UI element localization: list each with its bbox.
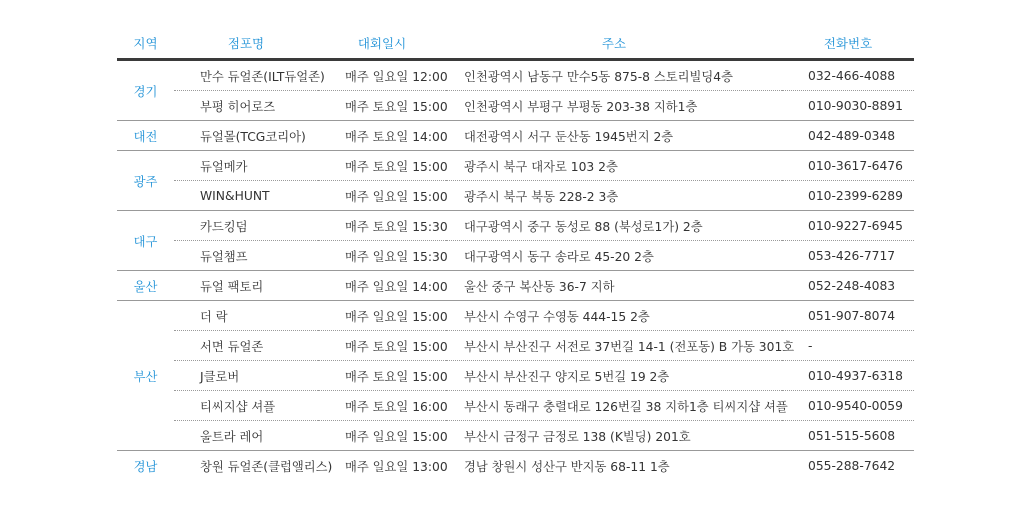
store-cell: 더 락 [174, 301, 318, 331]
phone-cell: 051-515-5608 [782, 421, 914, 451]
table-row [117, 421, 914, 451]
region-cell: 경기 [117, 60, 174, 121]
store-schedule-table [117, 28, 914, 480]
time-cell: 매주 일요일 15:00 [318, 301, 446, 331]
table-row [117, 151, 914, 181]
time-cell: 매주 일요일 15:00 [318, 421, 446, 451]
phone-cell: 010-9030-8891 [782, 91, 914, 121]
table-row [117, 181, 914, 211]
phone-cell: 010-3617-6476 [782, 151, 914, 181]
store-schedule-container [117, 28, 914, 480]
table-header-row [117, 28, 914, 60]
time-cell: 매주 토요일 14:00 [318, 121, 446, 151]
table-row [117, 271, 914, 301]
address-cell: 부산시 부산진구 양지로 5번길 19 2층 [446, 361, 782, 391]
phone-cell: - [782, 331, 914, 361]
region-cell: 경남 [133, 459, 158, 474]
time-cell: 매주 토요일 16:00 [318, 391, 446, 421]
header-address: 주소 [446, 28, 782, 60]
time-cell: 매주 토요일 15:00 [318, 91, 446, 121]
phone-cell: 055-288-7642 [808, 458, 896, 473]
store-cell: 티씨지샵 셔플 [174, 391, 318, 421]
address-cell: 경남 창원시 성산구 반지동 68-11 1층 [464, 459, 670, 474]
region-cell: 광주 [117, 151, 174, 211]
time-cell: 매주 일요일 12:00 [318, 60, 446, 91]
phone-cell: 032-466-4088 [782, 60, 914, 91]
time-cell: 매주 일요일 14:00 [318, 271, 446, 301]
store-cell: 부평 히어로즈 [174, 91, 318, 121]
table-row [117, 211, 914, 241]
phone-cell: 010-2399-6289 [782, 181, 914, 211]
header-phone: 전화번호 [782, 28, 914, 60]
table-body [117, 60, 914, 481]
region-cell: 울산 [117, 271, 174, 301]
header-time: 대회일시 [318, 28, 446, 60]
time-cell: 매주 일요일 13:00 [345, 459, 448, 474]
address-cell: 대구광역시 동구 송라로 45-20 2층 [446, 241, 782, 271]
time-cell: 매주 토요일 15:00 [318, 331, 446, 361]
time-cell: 매주 토요일 15:00 [318, 151, 446, 181]
address-cell: 부산시 동래구 충렬대로 126번길 38 지하1층 티씨지샵 셔플 [446, 391, 782, 421]
address-cell: 광주시 북구 대자로 103 2층 [446, 151, 782, 181]
store-cell: 서면 듀얼존 [174, 331, 318, 361]
time-cell: 매주 토요일 15:00 [318, 361, 446, 391]
table-row [117, 121, 914, 151]
address-cell: 인천광역시 부평구 부평동 203-38 지하1층 [446, 91, 782, 121]
time-cell: 매주 일요일 15:00 [318, 181, 446, 211]
table-row [117, 241, 914, 271]
phone-cell: 053-426-7717 [782, 241, 914, 271]
store-cell: 창원 듀얼존(클럽앨리스) [200, 459, 333, 474]
table-row [117, 451, 914, 481]
store-cell: 카드킹덤 [174, 211, 318, 241]
table-row [117, 361, 914, 391]
address-cell: 울산 중구 복산동 36-7 지하 [446, 271, 782, 301]
region-cell: 대전 [117, 121, 174, 151]
address-cell: 대전광역시 서구 둔산동 1945번지 2층 [446, 121, 782, 151]
phone-cell: 051-907-8074 [782, 301, 914, 331]
address-cell: 부산시 금정구 금정로 138 (K빌딩) 201호 [446, 421, 782, 451]
region-cell: 대구 [117, 211, 174, 271]
header-store: 점포명 [174, 28, 318, 60]
store-cell: 울트라 레어 [174, 421, 318, 451]
region-cell: 부산 [117, 301, 174, 451]
store-cell: 듀얼챔프 [174, 241, 318, 271]
address-cell: 인천광역시 남동구 만수5동 875-8 스토리빌딩4층 [446, 60, 782, 91]
time-cell: 매주 일요일 15:30 [318, 241, 446, 271]
table-row [117, 391, 914, 421]
phone-cell: 052-248-4083 [782, 271, 914, 301]
header-region: 지역 [117, 28, 174, 60]
phone-cell: 010-9540-0059 [782, 391, 914, 421]
address-cell: 광주시 북구 북동 228-2 3층 [446, 181, 782, 211]
store-cell: WIN&HUNT [174, 181, 318, 211]
address-cell: 부산시 수영구 수영동 444-15 2층 [446, 301, 782, 331]
store-cell: 듀얼 팩토리 [174, 271, 318, 301]
store-cell: 듀얼몰(TCG코리아) [174, 121, 318, 151]
phone-cell: 010-4937-6318 [782, 361, 914, 391]
table-row [117, 331, 914, 361]
phone-cell: 042-489-0348 [782, 121, 914, 151]
address-cell: 대구광역시 중구 동성로 88 (북성로1가) 2층 [446, 211, 782, 241]
address-cell: 부산시 부산진구 서전로 37번길 14-1 (전포동) B 가동 301호 [446, 331, 782, 361]
table-row [117, 301, 914, 331]
store-cell: J클로버 [174, 361, 318, 391]
phone-cell: 010-9227-6945 [782, 211, 914, 241]
table-row [117, 60, 914, 91]
store-cell: 듀얼메카 [174, 151, 318, 181]
time-cell: 매주 토요일 15:30 [318, 211, 446, 241]
store-cell: 만수 듀얼존(ILT듀얼존) [174, 60, 318, 91]
table-row [117, 91, 914, 121]
